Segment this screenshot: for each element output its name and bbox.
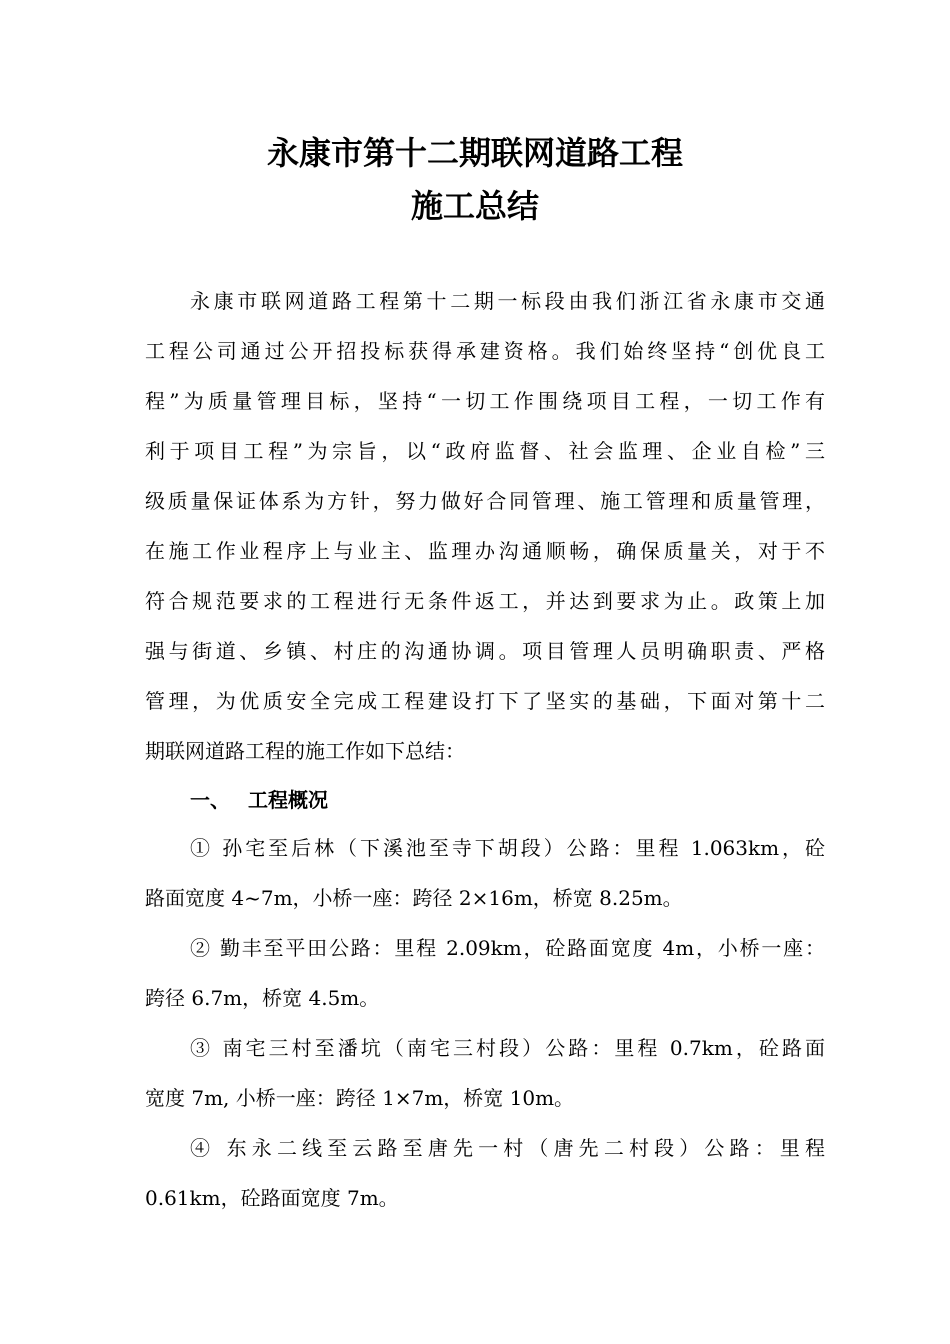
project-item-line: 宽度 7m, 小桥一座：跨径 1×7m，桥宽 10m。 <box>145 1086 575 1110</box>
project-item-line: 路面宽度 4~7m，小桥一座：跨径 2×16m，桥宽 8.25m。 <box>145 886 683 910</box>
intro-paragraph-line: 期联网道路工程的施工作如下总结： <box>145 739 465 763</box>
section-title: 工程概况 <box>248 788 328 812</box>
project-item-line: ④ 东永二线至云路至唐先一村（唐先二村段）公路：里程 <box>190 1136 825 1160</box>
section-number: 一、 <box>190 788 230 812</box>
project-item-line: 0.61km，砼路面宽度 7m。 <box>145 1186 399 1210</box>
document-title-line1: 永康市第十二期联网道路工程 <box>266 134 683 172</box>
project-item-line: 跨径 6.7m，桥宽 4.5m。 <box>145 986 380 1010</box>
intro-paragraph-line: 永康市联网道路工程第十二期一标段由我们浙江省永康市交通 <box>190 289 825 313</box>
project-item-line: ② 勤丰至平田公路：里程 2.09km，砼路面宽度 4m，小桥一座： <box>190 936 825 960</box>
project-item-line: ③ 南宅三村至潘坑（南宅三村段）公路：里程 0.7km，砼路面 <box>190 1036 825 1060</box>
intro-paragraph-line: 管理，为优质安全完成工程建设打下了坚实的基础，下面对第十二 <box>145 689 825 713</box>
intro-paragraph-line: 符合规范要求的工程进行无条件返工，并达到要求为止。政策上加 <box>145 589 825 613</box>
intro-paragraph-line: 程”为质量管理目标，坚持“一切工作围绕项目工程，一切工作有 <box>145 389 825 413</box>
intro-paragraph-line: 工程公司通过公开招投标获得承建资格。我们始终坚持“创优良工 <box>145 339 825 363</box>
intro-paragraph-line: 强与街道、乡镇、村庄的沟通协调。项目管理人员明确职责、严格 <box>145 639 825 663</box>
document-title-line2: 施工总结 <box>410 187 539 225</box>
intro-paragraph-line: 在施工作业程序上与业主、监理办沟通顺畅，确保质量关，对于不 <box>145 539 825 563</box>
project-item-line: ① 孙宅至后林（下溪池至寺下胡段）公路：里程 1.063km，砼 <box>190 836 825 860</box>
intro-paragraph-line: 级质量保证体系为方针，努力做好合同管理、施工管理和质量管理， <box>145 489 825 513</box>
intro-paragraph-line: 利于项目工程”为宗旨，以“政府监督、社会监理、企业自检”三 <box>145 439 825 463</box>
section-heading <box>190 786 328 814</box>
